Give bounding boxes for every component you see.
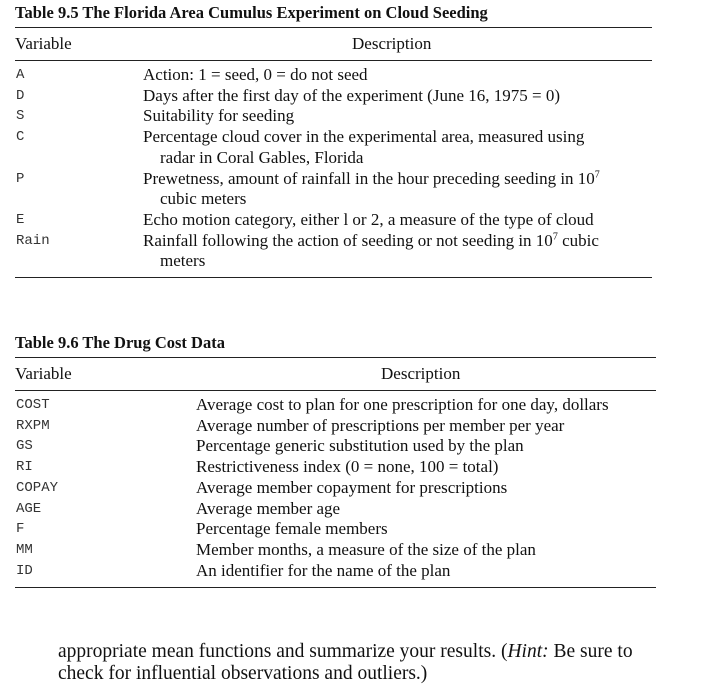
variable-description (196, 499, 656, 520)
variable-name: D (16, 87, 25, 104)
description-text: Percentage cloud cover in the experimental area, measured using (143, 127, 585, 147)
table-header (15, 28, 652, 60)
description-text: Percentage generic substitution used by the plan (196, 436, 524, 456)
variable-name: AGE (16, 500, 42, 517)
variable-description (143, 106, 652, 127)
table-body (15, 391, 656, 587)
variable-description (143, 127, 652, 148)
table-body (15, 61, 652, 277)
description-text: Percentage female members (196, 519, 388, 539)
variable-name: GS (16, 438, 33, 455)
variable-name: ID (16, 562, 33, 579)
bottom-rule (15, 587, 656, 588)
table-row (16, 539, 656, 561)
table-row (16, 209, 652, 231)
variable-description (143, 169, 652, 190)
table-row (16, 477, 656, 499)
table-title: Table 9.5 The Florida Area Cumulus Experiment on Cloud Seeding (15, 3, 488, 22)
table-row (16, 457, 656, 478)
variable-description (143, 65, 652, 86)
paragraph-text: appropriate mean functions and summarize your results. ( (58, 641, 508, 662)
header-variable: Variable (15, 34, 72, 53)
table-row (16, 127, 652, 168)
table-row (16, 415, 656, 437)
variable-name: RXPM (16, 417, 50, 434)
table-row (16, 106, 652, 127)
paragraph-text: Be sure to check for influential observations and outliers.) (58, 641, 633, 684)
description-text: Action: 1 = seed, 0 = do not seed (143, 65, 368, 84)
description-text: Suitability for seeding (143, 106, 295, 126)
variable-description (143, 231, 652, 252)
variable-description (196, 540, 656, 561)
variable-name: COST (16, 397, 50, 413)
description-text: Average number of prescriptions per member per year (196, 415, 565, 435)
table-row (16, 498, 656, 520)
table-row (16, 560, 656, 582)
variable-description (196, 395, 656, 416)
variable-description (196, 457, 656, 478)
description-continuation: meters (160, 251, 206, 271)
variable-name: Rain (16, 232, 50, 249)
variable-name: P (16, 170, 25, 187)
table-9-6 (15, 333, 656, 588)
variable-name: C (16, 129, 25, 146)
header-description: Description (352, 34, 432, 53)
variable-name: E (16, 211, 25, 228)
table-header (15, 358, 656, 390)
table-9-5 (15, 3, 652, 278)
variable-name: F (16, 521, 25, 538)
table-row (16, 436, 656, 457)
description-text: Days after the first day of the experiment (June 16, 1975 = 0) (143, 85, 560, 105)
description-text: Prewetness, amount of rainfall in the hour preceding seeding in 10 (143, 168, 595, 188)
table-row (16, 519, 656, 540)
header-variable: Variable (15, 364, 72, 383)
variable-description (143, 86, 652, 107)
table-row (16, 85, 652, 107)
variable-name: A (16, 67, 25, 83)
header-description: Description (381, 364, 461, 383)
bottom-rule (15, 277, 652, 278)
description-text: Member months, a measure of the size of the plan (196, 539, 536, 559)
body-paragraph (58, 641, 658, 685)
variable-description (196, 561, 656, 582)
description-text: Average member age (196, 498, 341, 518)
variable-name: COPAY (16, 479, 59, 496)
description-text: Average member copayment for prescriptions (196, 477, 508, 497)
description-text: Restrictiveness index (0 = none, 100 = total) (196, 457, 499, 477)
table-row (16, 65, 652, 86)
table-title: Table 9.6 The Drug Cost Data (15, 333, 225, 352)
variable-description (196, 436, 656, 457)
description-continuation: radar in Coral Gables, Florida (160, 147, 364, 167)
superscript: 7 (594, 168, 600, 180)
variable-description (196, 478, 656, 499)
variable-name: S (16, 108, 25, 125)
hint-label: Hint: (507, 641, 549, 662)
description-text: Rainfall following the action of seeding or not seeding in 10 (143, 230, 553, 250)
table-row (16, 395, 656, 416)
description-continuation: cubic meters (160, 189, 247, 209)
variable-name: RI (16, 459, 33, 476)
variable-description (196, 519, 656, 540)
variable-description (196, 416, 656, 437)
description-text: Echo motion category, either l or 2, a measure of the type of cloud (143, 209, 594, 229)
table-row (16, 168, 652, 210)
description-text: Average cost to plan for one prescription for one day, dollars (196, 395, 609, 414)
description-text: An identifier for the name of the plan (196, 560, 451, 580)
variable-name: MM (16, 541, 33, 558)
table-row (16, 230, 652, 272)
variable-description (143, 210, 652, 231)
description-text: cubic (557, 230, 599, 250)
superscript: 7 (552, 230, 558, 242)
